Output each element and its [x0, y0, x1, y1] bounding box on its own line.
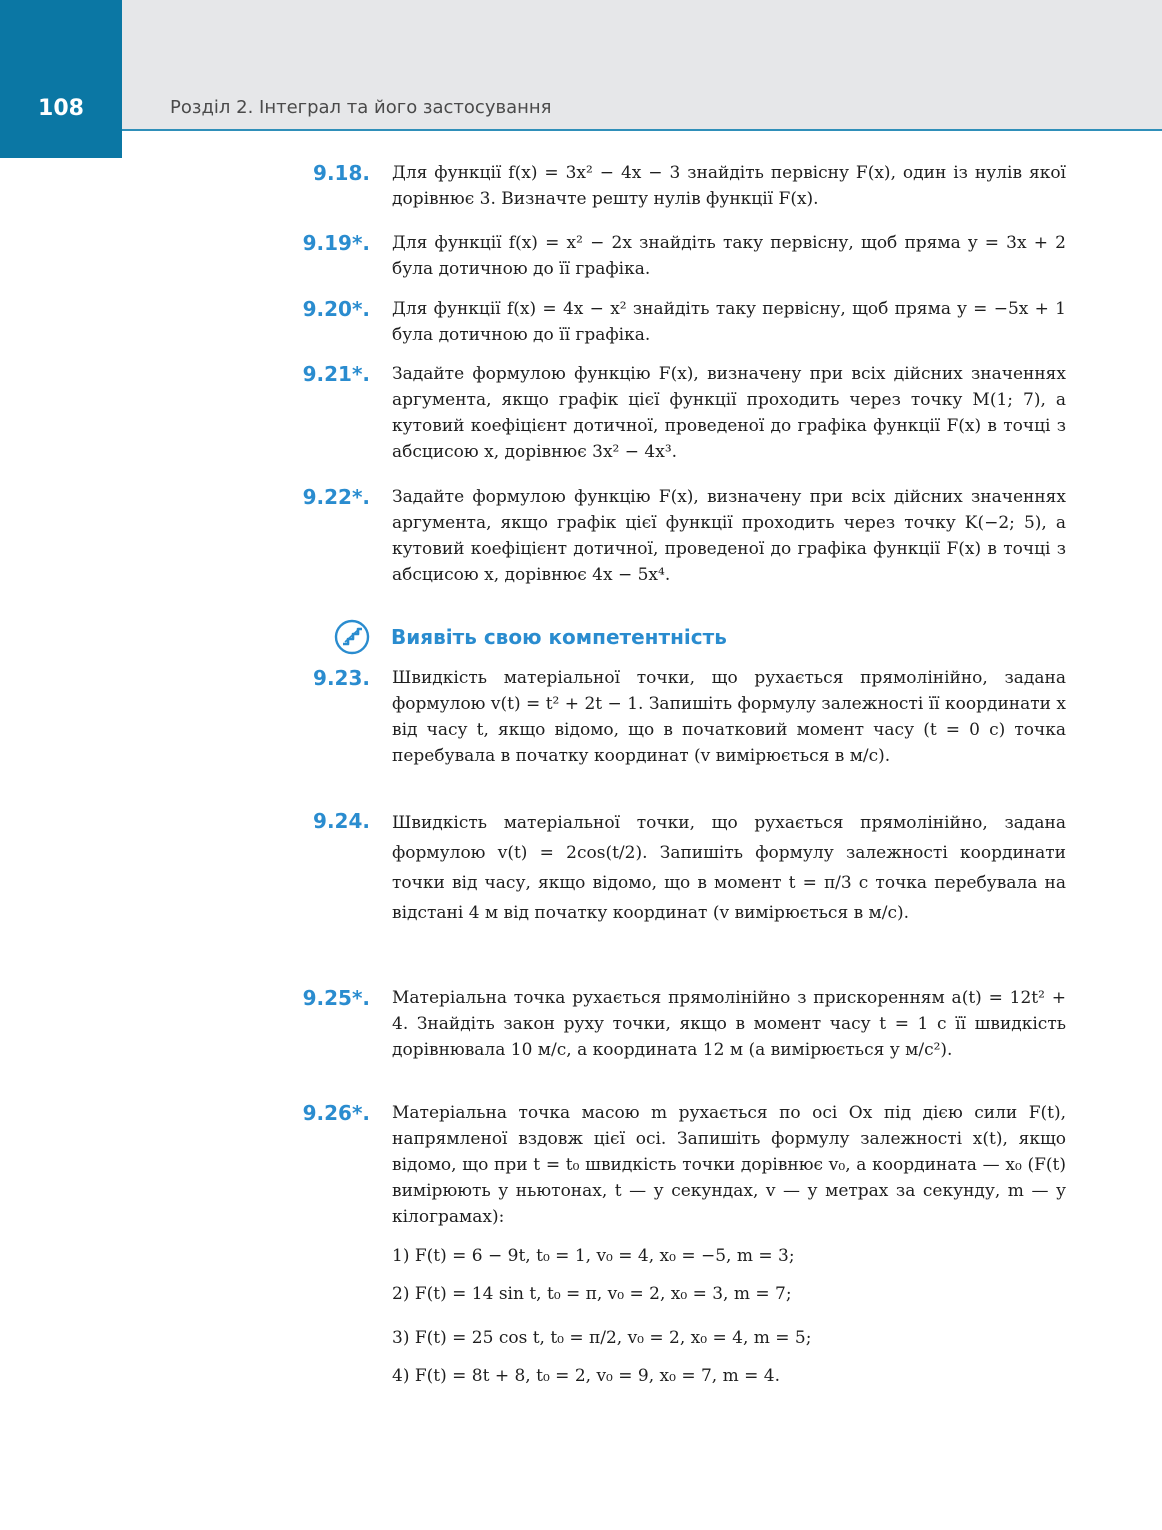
subitem-2: 2) F(t) = 14 sin t, t₀ = π, v₀ = 2, x₀ = 3, m = 7; [392, 1284, 792, 1304]
subitem-1: 1) F(t) = 6 − 9t, t₀ = 1, v₀ = 4, x₀ = −5, m = 3; [392, 1246, 795, 1266]
problem-number: 9.24. [313, 809, 370, 833]
problem-text: Для функції f(x) = 3x² − 4x − 3 знайдіть первісну F(x), один із нулів якої дорівнює 3. Визначте решту нулів функції F(x). [392, 163, 1066, 209]
problem-text: Задайте формулою функцію F(x), визначену при всіх дійсних значеннях аргумента, якщо графік цієї функції проходить через точку K(−2; 5), а кутовий коефіцієнт дотичної, проведеної до графіка функції F(x) в точці з абсцисою x, дорівнює 4x − 5x⁴. [392, 487, 1066, 585]
problem-number: 9.18. [313, 161, 370, 185]
header-rule [122, 129, 1162, 131]
problem-number: 9.19*. [302, 231, 370, 255]
section-title: Виявіть свою компетентність [391, 625, 727, 649]
subitem-4: 4) F(t) = 8t + 8, t₀ = 2, v₀ = 9, x₀ = 7, m = 4. [392, 1366, 781, 1386]
problem-number: 9.20*. [302, 297, 370, 321]
running-title: Розділ 2. Інтеграл та його застосування [170, 97, 552, 118]
page-number-tab [0, 0, 122, 158]
problem-text: Задайте формулою функцію F(x), визначену при всіх дійсних значеннях аргумента, якщо графік цієї функції проходить через точку M(1; 7), а кутовий коефіцієнт дотичної, проведеної до графіка функції F(x) в точці з абсцисою x, дорівнює 3x² − 4x³. [392, 364, 1066, 462]
problem-text: Швидкість матеріальної точки, що рухається прямолінійно, задана формулою v(t) = 2cos(t/2). Запишіть формулу залежності координати точки від часу, якщо відомо, що в момент t = π/3 с точка перебувала на відстані 4 м від початку координат (v вимірюється в м/с). [392, 813, 1066, 923]
problem-number: 9.22*. [302, 485, 370, 509]
stairs-icon [334, 619, 370, 655]
problem-number: 9.21*. [302, 362, 370, 386]
problem-text: Для функції f(x) = 4x − x² знайдіть таку первісну, щоб пряма y = −5x + 1 була дотичною до її графіка. [392, 299, 1066, 345]
problem-number: 9.23. [313, 666, 370, 690]
problem-text: Матеріальна точка масою m рухається по осі Ox під дією сили F(t), напрямленої вздовж цієї осі. Запишіть формулу залежності x(t), якщо відомо, що при t = t₀ швидкість точки дорівнює v₀, а координата — x₀ (F(t) вимірюють у ньютонах, t — у секундах, v — у метрах за секунду, m — у кілограмах): [392, 1103, 1066, 1227]
subitem-3: 3) F(t) = 25 cos t, t₀ = π/2, v₀ = 2, x₀ = 4, m = 5; [392, 1328, 812, 1348]
problem-number: 9.26*. [302, 1101, 370, 1125]
page-number: 108 [38, 96, 84, 121]
problem-text: Для функції f(x) = x² − 2x знайдіть таку первісну, щоб пряма y = 3x + 2 була дотичною до її графіка. [392, 233, 1066, 279]
problem-text: Швидкість матеріальної точки, що рухається прямолінійно, задана формулою v(t) = t² + 2t − 1. Запишіть формулу залежності її координати x від часу t, якщо відомо, що в початковий момент часу (t = 0 с) точка перебувала в початку координат (v вимірюється в м/с). [392, 668, 1066, 766]
problem-number: 9.25*. [302, 986, 370, 1010]
problem-text: Матеріальна точка рухається прямолінійно з прискоренням a(t) = 12t² + 4. Знайдіть закон руху точки, якщо в момент часу t = 1 с її швидкість дорівнювала 10 м/с, а координата 12 м (a вимірюється у м/с²). [392, 988, 1066, 1060]
